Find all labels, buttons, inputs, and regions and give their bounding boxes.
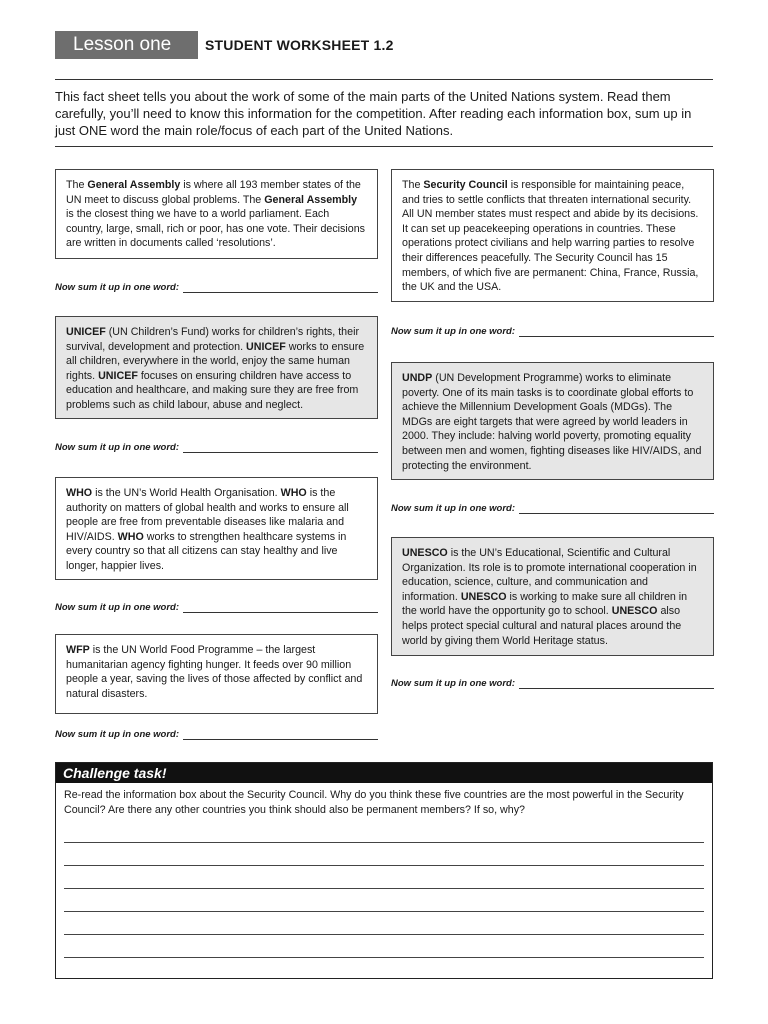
- text-segment: The: [402, 179, 424, 191]
- text-segment: also helps protect special cultural and natural places around the world by giving them World Heritage status.: [402, 605, 682, 647]
- answer-line[interactable]: [183, 729, 378, 740]
- unicef-answer[interactable]: [55, 442, 378, 453]
- bold-term: WHO: [66, 487, 93, 499]
- bold-term: UNICEF: [66, 326, 106, 338]
- text-segment: is the authority on matters of global health and works to ensure all people are free from preventable diseases like malaria and HIV/AIDS.: [66, 487, 349, 543]
- sum-label: Now sum it up in one word:: [55, 442, 180, 453]
- text-segment: is the closest thing we have to a world parliament. Each country, large, small, rich or poor, has one vote. Their decisions are written in documents called ‘resolutions’.: [66, 208, 365, 250]
- wfp-box: [55, 634, 378, 714]
- bold-term: General Assembly: [87, 179, 181, 191]
- undp-text: [402, 371, 703, 473]
- text-segment: is working to make sure all children in the world have the opportunity go to school.: [402, 590, 688, 618]
- bold-term: UNESCO: [611, 605, 658, 618]
- bold-term: Security Council: [423, 179, 508, 191]
- undp-box: [391, 362, 714, 480]
- intro-text: This fact sheet tells you about the work of some of the main parts of the United Nations system. Read them carefully, you’ll need to know this information for the competition. After reading each information box, sum up in just ONE word the main role/focus of each part of the United Nations.: [55, 89, 692, 139]
- sum-label: Now sum it up in one word:: [55, 602, 180, 613]
- unicef-box: [55, 316, 378, 419]
- security-council-box: [391, 169, 714, 302]
- challenge-question: Re-read the information box about the Security Council. Why do you think these five countries are the most powerful in the Security Council? Are there any other countries you think should also be permanent members? If so, why?: [64, 789, 684, 816]
- undp-answer[interactable]: [391, 503, 714, 514]
- answer-line[interactable]: [519, 678, 714, 689]
- answer-line[interactable]: [519, 503, 714, 514]
- sum-label: Now sum it up in one word:: [55, 282, 180, 293]
- unicef-text: [66, 325, 367, 413]
- writing-line[interactable]: [64, 957, 704, 958]
- divider-intro: [55, 146, 713, 147]
- writing-line[interactable]: [64, 888, 704, 889]
- bold-term: General Assembly: [264, 193, 358, 206]
- text-segment: is responsible for maintaining peace, and tries to settle conflicts that threaten international security. All UN member states must respect and abide by its decisions. It can set up peacekeeping operations in countries. These operations protect civilians and help warring parties to resolve their differences peacefully. The Security Council has 15 members, of which five are permanent: China, France, Russia, the UK and the USA.: [402, 179, 699, 294]
- worksheet-title: STUDENT WORKSHEET 1.2: [205, 37, 394, 53]
- who-answer[interactable]: [55, 602, 378, 613]
- text-segment: is the UN’s Educational, Scientific and Cultural Organization. Its role is to promote international cooperation in education, science, culture, and communication and information.: [402, 547, 697, 603]
- bold-term: UNDP: [402, 372, 433, 384]
- lesson-label: Lesson one: [55, 31, 198, 59]
- text-segment: works to strengthen healthcare systems in every country so that all citizens can stay healthy and live longer, happier lives.: [66, 530, 347, 572]
- who-text: [66, 486, 367, 574]
- writing-line[interactable]: [64, 865, 704, 866]
- unesco-text: [402, 546, 703, 648]
- challenge-box: [55, 762, 713, 979]
- text-segment: (UN Children’s Fund) works for children’s rights, their survival, development and protection.: [66, 326, 360, 353]
- bold-term: WHO: [117, 530, 144, 543]
- sum-label: Now sum it up in one word:: [391, 503, 516, 514]
- bold-term: UNICEF: [246, 340, 286, 353]
- answer-line[interactable]: [183, 602, 378, 613]
- writing-line[interactable]: [64, 842, 704, 843]
- general-assembly-box: [55, 169, 378, 259]
- bold-term: UNICEF: [98, 369, 138, 382]
- security-council-answer[interactable]: [391, 326, 714, 337]
- general-assembly-answer[interactable]: [55, 282, 378, 293]
- sum-label: Now sum it up in one word:: [55, 729, 180, 740]
- answer-line[interactable]: [183, 442, 378, 453]
- who-box: [55, 477, 378, 580]
- bold-term: UNESCO: [460, 590, 507, 603]
- security-council-text: [402, 178, 703, 295]
- text-segment: is where all 193 member states of the UN meet to discuss global problems. The: [66, 179, 361, 206]
- divider-top: [55, 79, 713, 80]
- sum-label: Now sum it up in one word:: [391, 326, 516, 337]
- challenge-title: Challenge task!: [56, 763, 712, 783]
- general-assembly-text: [66, 178, 367, 251]
- unesco-box: [391, 537, 714, 656]
- unesco-answer[interactable]: [391, 678, 714, 689]
- text-segment: works to ensure all children, everywhere in the world, enjoy the same human rights.: [66, 340, 365, 382]
- writing-line[interactable]: [64, 911, 704, 912]
- wfp-answer[interactable]: [55, 729, 378, 740]
- sum-label: Now sum it up in one word:: [391, 678, 516, 689]
- wfp-text: [66, 643, 367, 701]
- text-segment: (UN Development Programme) works to eliminate poverty. One of its main tasks is to coordinate global efforts to achieve the Millennium Development Goals (MDGs). The MDGs are eight targets that were agreed by world leaders in 2000. They include: halving world poverty, promoting equality between men and women, fighting diseases like HIV/AIDS, and protecting the environment.: [402, 372, 702, 472]
- answer-line[interactable]: [183, 282, 378, 293]
- bold-term: UNESCO: [402, 547, 448, 559]
- answer-line[interactable]: [519, 326, 714, 337]
- text-segment: is the UN’s World Health Organisation.: [92, 487, 281, 499]
- bold-term: WFP: [66, 644, 90, 656]
- text-segment: focuses on ensuring children have access to education and healthcare, and making sure they are free from problems such as child labour, abuse and neglect.: [66, 369, 359, 411]
- writing-line[interactable]: [64, 934, 704, 935]
- bold-term: WHO: [280, 487, 307, 499]
- text-segment: is the UN World Food Programme – the largest humanitarian agency fighting hunger. It feeds over 90 million people a year, saving the lives of those affected by conflict and natural disasters.: [66, 644, 363, 700]
- text-segment: The: [66, 179, 88, 191]
